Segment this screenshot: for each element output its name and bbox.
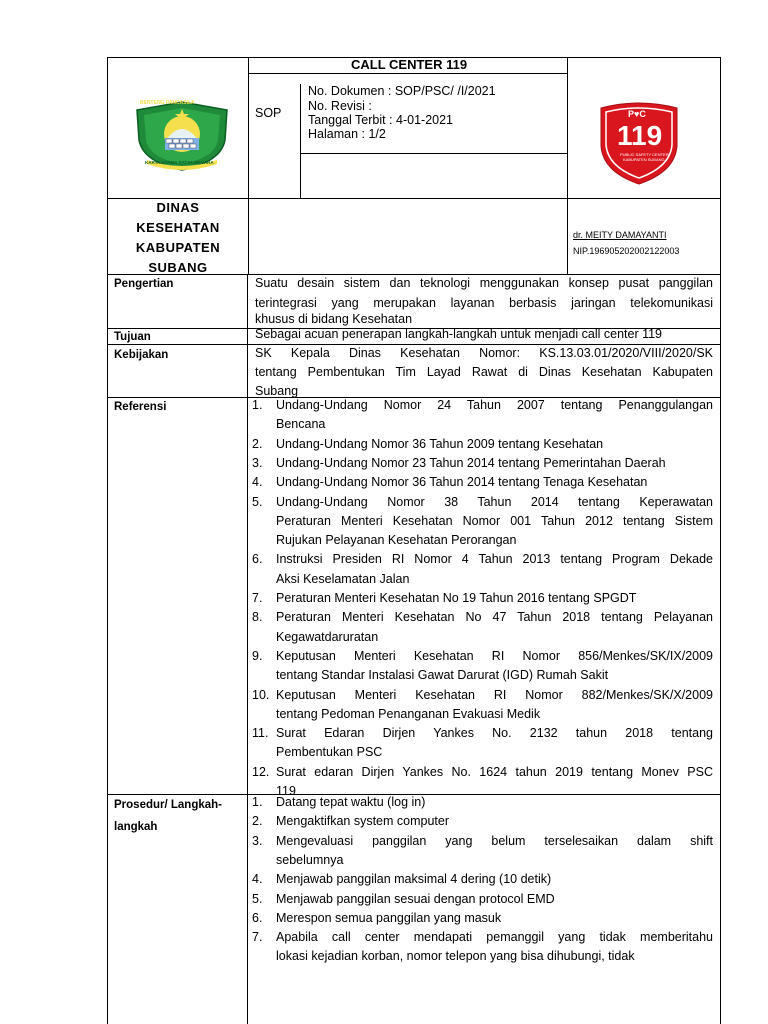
kebijakan-line: tentang Pembentukan Tim Layad Rawat di Dinas Kesehatan Kabupaten [255, 365, 713, 379]
psc-logo-number: 119 [617, 120, 663, 151]
referensi-item-number: 8. [252, 610, 263, 625]
prosedur-item-number: 2. [252, 814, 263, 829]
referensi-item-number: 1. [252, 398, 263, 412]
prosedur-label-1: Prosedur/ Langkah- [114, 799, 222, 811]
header-inner-bottom [300, 153, 568, 154]
kebijakan-line: Subang [255, 384, 299, 398]
prosedur-item-text: Datang tepat waktu (log in) [276, 795, 426, 809]
halaman: Halaman : 1/2 [308, 127, 386, 141]
pengertian-line: Suatu desain sistem dan teknologi menggunakan konsep pusat panggilan [255, 276, 713, 290]
prosedur-item-text: Menjawab panggilan maksimal 4 dering (10 detik) [276, 872, 552, 887]
referensi-item-number: 9. [252, 648, 263, 663]
referensi-item-number: 4. [252, 475, 263, 490]
title-divider [248, 73, 568, 74]
signer-nip: NIP.196905202002122003 [573, 246, 680, 256]
referensi-item-text: Bencana [276, 417, 326, 432]
referensi-item-text: Surat edaran Dirjen Yankes No. 1624 tahun 2019 tentang Monev PSC [276, 764, 713, 779]
referensi-item-text: Undang-Undang Nomor 38 Tahun 2014 tentang Keperawatan [276, 494, 713, 509]
referensi-item-number: 7. [252, 591, 263, 605]
referensi-item-text: Undang-Undang Nomor 23 Tahun 2014 tentang Pemerintahan Daerah [276, 455, 666, 470]
prosedur-item-text: Apabila call center mendapati pemanggil yang tidak memberitahu [276, 930, 713, 945]
referensi-item-number: 12. [252, 764, 270, 779]
referensi-item-text: Peraturan Menteri Kesehatan No 47 Tahun 2018 tentang Pelayanan [276, 610, 713, 625]
referensi-item-number: 5. [252, 494, 263, 509]
referensi-item-number: 10. [252, 687, 270, 702]
prosedur-item-text: Menjawab panggilan sesuai dengan protocol EMD [276, 891, 555, 906]
referensi-item-number: 11. [252, 726, 269, 741]
referensi-item-text: Peraturan Menteri Kesehatan Nomor 001 Tahun 2012 tentang Sistem [276, 513, 713, 528]
prosedur-item-number: 6. [252, 910, 263, 925]
dinas-line-4: SUBANG [148, 260, 208, 275]
table-border-right [720, 57, 721, 1024]
referensi-item-number: 6. [252, 552, 263, 567]
prosedur-label-2: langkah [114, 821, 158, 833]
prosedur-item-text: Merespon semua panggilan yang masuk [276, 910, 502, 925]
signer-name: dr. MEITY DAMAYANTI [573, 230, 667, 240]
pengertian-line: terintegrasi yang merupakan layanan berbasis jaringan telekomunikasi [255, 296, 713, 310]
referensi-item-text: Undang-Undang Nomor 24 Tahun 2007 tentang Penanggulangan [276, 398, 713, 412]
left-logo-text-bottom: KARYA UTAMA SATYA NEGARA [145, 160, 214, 165]
tujuan-line: Sebagai acuan penerapan langkah-langkah untuk menjadi call center 119 [255, 327, 663, 341]
pengertian-label: Pengertian [114, 278, 174, 290]
prosedur-item-number: 7. [252, 930, 263, 945]
referensi-item-text: Rujukan Pelayanan Kesehatan Perorangan [276, 533, 517, 548]
tujuan-label: Tujuan [114, 331, 151, 343]
referensi-item-text: tentang Standar Instalasi Gawat Darurat (IGD) Rumah Sakit [276, 668, 609, 683]
referensi-item-text: 119 [276, 784, 296, 798]
referensi-label: Referensi [114, 401, 167, 413]
kebijakan-label: Kebijakan [114, 349, 169, 361]
header-col-divider-2 [300, 84, 301, 198]
tanggal-terbit: Tanggal Terbit : 4-01-2021 [308, 113, 454, 127]
row-divider-kebijakan [107, 344, 721, 345]
prosedur-item-number: 1. [252, 795, 263, 809]
prosedur-item-text: sebelumnya [276, 852, 344, 867]
psc-logo-caption-1: PUBLIC SAFETY CENTER [620, 152, 669, 157]
document-title: CALL CENTER 119 [351, 57, 468, 72]
referensi-item-text: Kegawatdaruratan [276, 629, 379, 644]
dinas-line-2: KESEHATAN [136, 220, 220, 235]
referensi-item-text: Instruksi Presiden RI Nomor 4 Tahun 2013 tentang Program Dekade [276, 552, 713, 567]
pengertian-line: khusus di bidang Kesehatan [255, 312, 413, 326]
kebijakan-line: SK Kepala Dinas Kesehatan Nomor: KS.13.03.01/2020/VIII/2020/SK [255, 346, 713, 360]
referensi-item-number: 3. [252, 455, 263, 470]
prosedur-item-number: 5. [252, 891, 263, 906]
prosedur-item-text: Mengaktifkan system computer [276, 814, 449, 829]
dinas-line-1: DINAS [156, 200, 200, 215]
referensi-item-text: Peraturan Menteri Kesehatan No 19 Tahun 2016 tentang SPGDT [276, 591, 637, 605]
referensi-item-text: Undang-Undang Nomor 36 Tahun 2009 tentang Kesehatan [276, 436, 604, 451]
no-revisi: No. Revisi : [308, 99, 372, 113]
psc-logo-top: P♥C [628, 109, 646, 119]
psc-logo-caption-2: KABUPATEN SUBANG [623, 157, 665, 162]
referensi-item-text: Aksi Keselamatan Jalan [276, 571, 410, 586]
referensi-item-text: tentang Pedoman Penanganan Evakuasi Medik [276, 706, 541, 721]
header-col-divider-1 [248, 57, 249, 275]
prosedur-item-number: 3. [252, 833, 263, 848]
referensi-item-number: 2. [252, 436, 263, 451]
no-dokumen: No. Dokumen : SOP/PSC/ /I/2021 [308, 84, 496, 98]
sop-label: SOP [255, 106, 282, 120]
label-col-divider [247, 274, 248, 1024]
referensi-item-text: Undang-Undang Nomor 36 Tahun 2014 tentang Tenaga Kesehatan [276, 475, 648, 490]
prosedur-item-number: 4. [252, 872, 263, 887]
left-logo-text-top: BENTENG PANCASILA [140, 100, 195, 106]
referensi-item-text: Keputusan Menteri Kesehatan RI Nomor 856/Menkes/SK/IX/2009 [276, 648, 713, 663]
referensi-item-text: Keputusan Menteri Kesehatan RI Nomor 882/Menkes/SK/X/2009 [276, 687, 713, 702]
prosedur-item-text: Mengevaluasi panggilan yang belum terselesaikan dalam shift [276, 833, 713, 848]
dinas-line-3: KABUPATEN [135, 240, 221, 255]
prosedur-item-text: lokasi kejadian korban, nomor telepon yang bisa dihubungi, tidak [276, 949, 635, 964]
header-col-divider-3 [567, 57, 568, 275]
referensi-item-text: Surat Edaran Dirjen Yankes No. 2132 tahun 2018 tentang [276, 726, 713, 741]
referensi-item-text: Pembentukan PSC [276, 745, 383, 760]
